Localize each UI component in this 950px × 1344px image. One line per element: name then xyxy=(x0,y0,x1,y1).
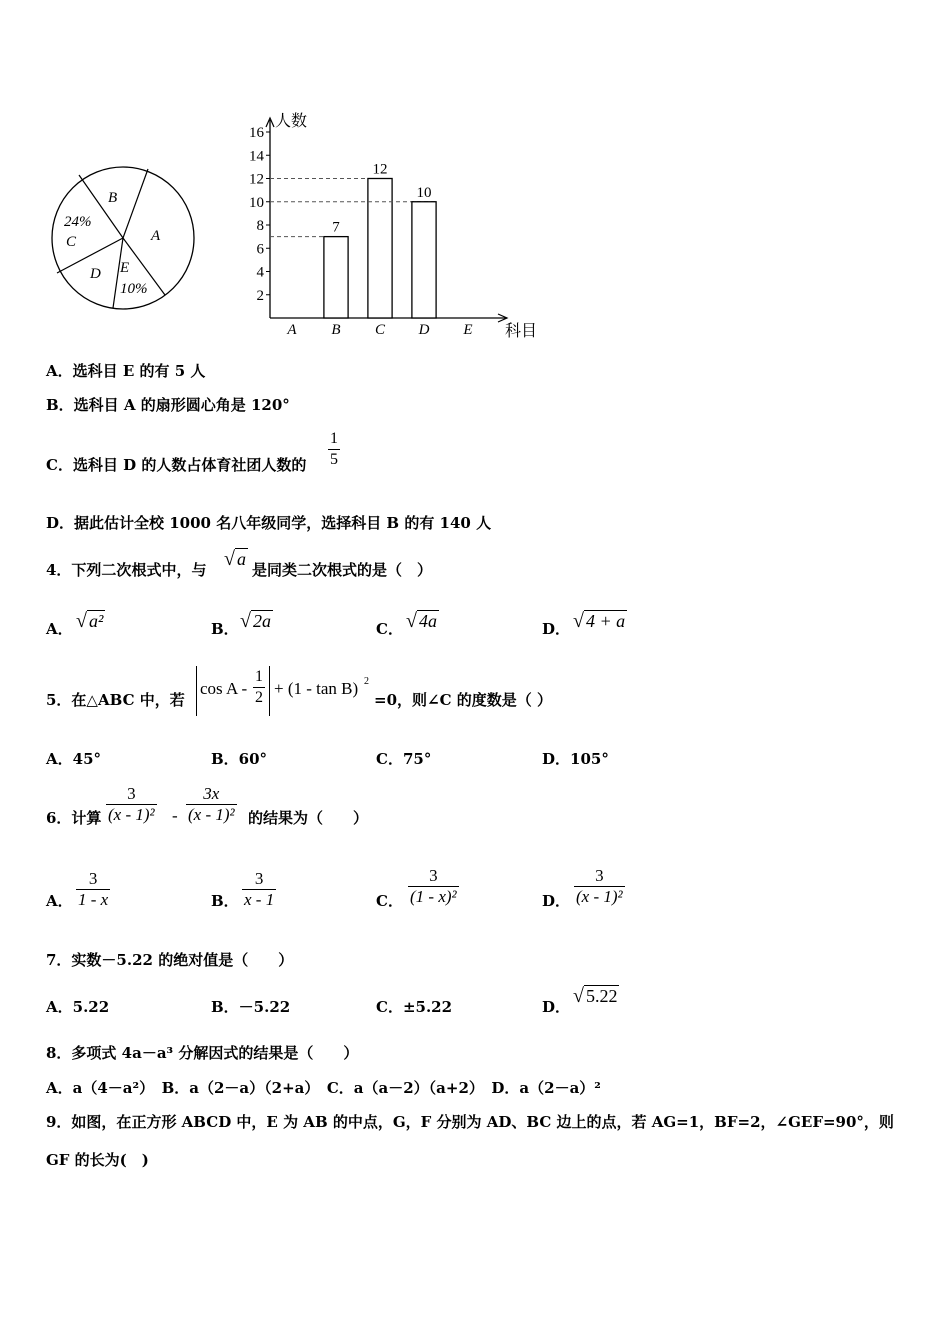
y-tick-label: 16 xyxy=(249,125,264,141)
q3-option-c[interactable]: C．选科目 D 的人数占体育社团人数的 xyxy=(46,456,307,474)
q6-option-b-fraction[interactable]: $\frac{3}{x - 1}$ xyxy=(244,869,275,909)
q4-option-a-label[interactable]: A． xyxy=(46,620,73,638)
q4-option-b-radical[interactable]: √ 2a xyxy=(240,610,271,632)
q6-option-b-label[interactable]: B． xyxy=(211,892,239,910)
q3-option-c-fraction xyxy=(328,429,340,470)
q4-option-d-radical[interactable]: √ 4 + a xyxy=(573,610,626,632)
x-tick-label: E xyxy=(463,322,473,338)
q5-stem-start: 5．在△ABC 中，若 xyxy=(46,691,185,709)
y-axis-label: 人数 xyxy=(275,113,308,130)
bar-C xyxy=(368,179,392,319)
q5-option-c[interactable]: C．75° xyxy=(376,750,432,768)
pie-label-c-percent: 24% xyxy=(64,214,92,230)
y-tick-label: 2 xyxy=(256,287,264,304)
pie-label-e: E xyxy=(120,260,130,276)
q5-cos-term: cos A - xyxy=(200,679,248,698)
y-tick-label: 10 xyxy=(249,194,264,211)
q6-option-c-label[interactable]: C． xyxy=(376,892,403,910)
numerator: 1 xyxy=(330,430,338,447)
pie-label-b: B xyxy=(108,190,118,206)
pie-divider xyxy=(123,169,148,238)
q4-option-b-label[interactable]: B． xyxy=(211,620,239,638)
q5-square: 2 xyxy=(364,676,369,687)
q3-option-b[interactable]: B．选科目 A 的扇形圆心角是 120° xyxy=(46,396,290,414)
bar-D xyxy=(412,202,436,318)
y-tick-label: 8 xyxy=(256,218,264,234)
q4-stem-start: 4．下列二次根式中，与 xyxy=(46,561,207,579)
bar-value-label: 7 xyxy=(332,219,340,236)
q5-stem-end: =0，则∠C 的度数是（ ） xyxy=(374,691,552,709)
denominator: 5 xyxy=(330,451,338,468)
bar-B xyxy=(324,237,348,318)
y-tick-label: 14 xyxy=(249,148,264,165)
q7-option-c[interactable]: C．±5.22 xyxy=(376,998,453,1016)
q5-half-fraction: $\frac{1}{2}$ xyxy=(255,668,263,706)
q6-option-a-fraction[interactable]: $\frac{3}{1 - x}$ xyxy=(78,869,109,909)
q6-fraction-1: $\frac{3}{\text{(x - 1)²}}$ xyxy=(108,784,155,824)
q5-option-a[interactable]: A．45° xyxy=(46,750,102,768)
q7-option-d-radical[interactable]: √ 5.22 xyxy=(573,985,618,1007)
bar-value-label: 10 xyxy=(416,184,432,201)
q7-option-d[interactable]: D． xyxy=(542,998,571,1016)
q6-option-a-label[interactable]: A． xyxy=(46,892,73,910)
q9-stem-line-2: GF 的长为( ) xyxy=(46,1151,149,1169)
pie-label-c: C xyxy=(66,234,77,250)
q6-option-d-fraction[interactable]: $\frac{3}{\text{(x - 1)²}}$ xyxy=(576,866,623,906)
q4-stem-radical: √ a xyxy=(224,548,246,570)
q5-option-d[interactable]: D．105° xyxy=(542,750,609,768)
x-tick-label: C xyxy=(374,322,386,338)
q4-option-d-label[interactable]: D． xyxy=(542,620,571,638)
q5-option-b[interactable]: B．60° xyxy=(211,750,268,768)
q8-stem: 8．多项式 4a－a³ 分解因式的结果是（ ） xyxy=(46,1044,359,1062)
x-tick-label: D xyxy=(418,322,430,338)
q4-option-c-label[interactable]: C． xyxy=(376,620,403,638)
q6-option-d-label[interactable]: D． xyxy=(542,892,571,910)
q9-stem-line-1: 9．如图，在正方形 ABCD 中，E 为 AB 的中点，G，F 分别为 AD、BC 边上的点，若 AG=1，BF=2，∠GEF=90°，则 xyxy=(46,1113,894,1131)
pie-label-a: A xyxy=(151,228,161,244)
y-tick-label: 4 xyxy=(256,264,264,281)
q3-option-a[interactable]: A．选科目 E 的有 5 人 xyxy=(46,362,206,380)
pie-label-d: D xyxy=(90,266,101,282)
radicand: a xyxy=(236,549,246,569)
x-axis-label: 科目 xyxy=(505,323,538,340)
q6-option-c-fraction[interactable]: $\frac{3}{\text{(1 - x)²}}$ xyxy=(410,866,457,906)
q4-option-a-radical[interactable]: √ a² xyxy=(76,610,104,632)
bar-chart xyxy=(235,100,545,345)
x-tick-label: B xyxy=(331,322,341,338)
q3-option-d[interactable]: D．据此估计全校 1000 名八年级同学，选择科目 B 的有 140 人 xyxy=(46,514,492,532)
q5-tan-term: + (1 - tan B) xyxy=(274,679,359,698)
bar-value-label: 12 xyxy=(372,161,388,178)
q7-option-b[interactable]: B．－5.22 xyxy=(211,998,291,1016)
q8-options[interactable]: A．a（4－a²） B．a（2－a）（2+a） C．a（a－2）（a+2） D．a（2－a）² xyxy=(46,1079,601,1097)
y-tick-label: 12 xyxy=(249,171,264,188)
q7-option-a[interactable]: A．5.22 xyxy=(46,998,110,1016)
q6-fraction-2: $\frac{3x}{\text{(x - 1)²}}$ xyxy=(188,784,235,824)
q6-minus: - xyxy=(172,806,178,825)
q7-stem: 7．实数－5.22 的绝对值是（ ） xyxy=(46,951,294,969)
x-tick-label: A xyxy=(287,322,297,338)
q6-stem-end: 的结果为（ ） xyxy=(248,809,369,827)
q6-stem-start: 6．计算 xyxy=(46,809,102,827)
y-tick-label: 6 xyxy=(256,241,264,258)
pie-chart xyxy=(40,160,210,320)
pie-label-e-percent: 10% xyxy=(120,281,148,297)
q4-stem-end: 是同类二次根式的是（ ） xyxy=(252,561,433,579)
q4-option-c-radical[interactable]: √ 4a xyxy=(406,610,437,632)
